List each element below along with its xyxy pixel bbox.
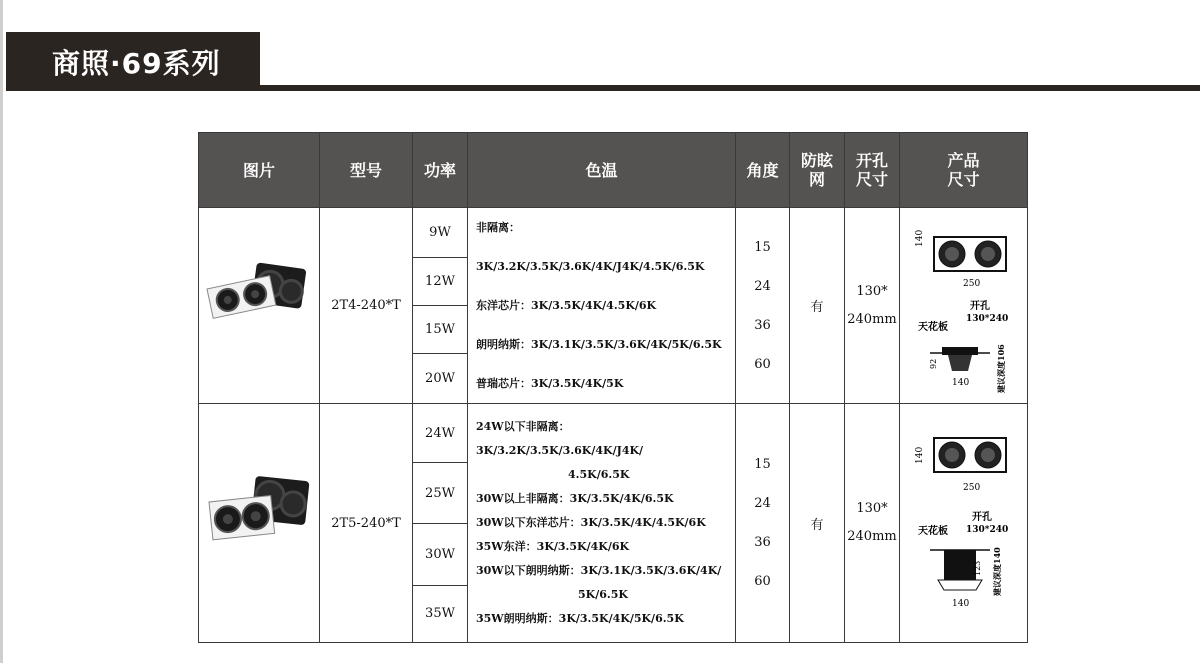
header-anti-glare: 防眩 网	[790, 133, 845, 208]
header-color-temp: 色温	[468, 133, 736, 208]
power-cell: 24W	[413, 404, 468, 463]
color-temp-line: 东洋芯片：3K/3.5K/4K/4.5K/6K	[476, 299, 657, 312]
svg-text:250: 250	[963, 483, 981, 493]
svg-text:130*240: 130*240	[966, 525, 1009, 535]
angle-cell: 15 24 36 60	[736, 404, 790, 643]
power-cell: 9W	[413, 208, 468, 258]
cutout-cell: 130* 240mm	[845, 404, 900, 643]
color-temp-cell	[468, 404, 736, 643]
svg-text:123: 123	[973, 560, 982, 576]
color-temp-line: 4.5K/6.5K	[568, 468, 630, 481]
power-cell: 35W	[413, 585, 468, 642]
svg-text:开孔: 开孔	[970, 300, 990, 312]
svg-text:建议深度106: 建议深度106	[996, 343, 1006, 393]
power-cell: 30W	[413, 524, 468, 585]
model-cell: 2T5-240*T	[320, 404, 413, 643]
color-temp-line: 普瑞芯片：3K/3.5K/4K/5K	[476, 377, 624, 390]
anti-glare-cell: 有	[790, 208, 845, 404]
dimension-drawing-2t5	[900, 404, 1028, 643]
header-angle: 角度	[736, 133, 790, 208]
table-row	[199, 208, 1028, 258]
model-cell: 2T4-240*T	[320, 208, 413, 404]
power-cell: 12W	[413, 257, 468, 305]
svg-text:92: 92	[929, 358, 938, 369]
header-cutout: 开孔 尺寸	[845, 133, 900, 208]
color-temp-line: 30W以上非隔离：3K/3.5K/4K/6.5K	[476, 492, 674, 505]
svg-text:140: 140	[952, 599, 970, 609]
header-model: 型号	[320, 133, 413, 208]
color-temp-line: 24W以下非隔离：3K/3.2K/3.5K/3.6K/4K/J4K/	[476, 420, 644, 457]
header-power: 功率	[413, 133, 468, 208]
anti-glare-cell: 有	[790, 404, 845, 643]
header-picture: 图片	[199, 133, 320, 208]
color-temp-line: 5K/6.5K	[578, 588, 628, 601]
power-cell: 20W	[413, 354, 468, 404]
svg-text:天花板: 天花板	[918, 321, 948, 333]
svg-text:140: 140	[915, 229, 925, 247]
svg-text:140: 140	[915, 446, 925, 464]
table-row	[199, 404, 1028, 463]
product-image-2t4	[199, 208, 320, 404]
dimension-drawing-2t4	[900, 208, 1028, 404]
color-temp-line: 30W以下东洋芯片：3K/3.5K/4K/4.5K/6K	[476, 516, 706, 529]
svg-text:250: 250	[963, 278, 981, 289]
color-temp-line: 非隔离：3K/3.2K/3.5K/3.6K/4K/J4K/4.5K/6.5K	[476, 221, 705, 273]
page-title: 商照·69系列	[6, 32, 260, 91]
color-temp-line: 35W东洋：3K/3.5K/4K/6K	[476, 540, 630, 553]
header-product-size: 产品 尺寸	[900, 133, 1028, 208]
page-edge	[0, 0, 3, 663]
spec-table	[198, 132, 1028, 643]
svg-text:开孔: 开孔	[972, 512, 992, 523]
color-temp-line: 朗明纳斯：3K/3.1K/3.5K/3.6K/4K/5K/6.5K	[476, 338, 722, 351]
power-cell: 15W	[413, 305, 468, 353]
color-temp-cell	[468, 208, 736, 404]
power-cell: 25W	[413, 463, 468, 524]
color-temp-line: 35W朗明纳斯：3K/3.5K/4K/5K/6.5K	[476, 612, 684, 625]
table-header-row	[199, 133, 1028, 208]
svg-text:天花板: 天花板	[918, 526, 948, 537]
svg-text:130*240: 130*240	[966, 313, 1009, 324]
color-temp-line: 30W以下朗明纳斯：3K/3.1K/3.5K/3.6K/4K/	[476, 564, 722, 577]
angle-cell: 15 24 36 60	[736, 208, 790, 404]
cutout-cell: 130* 240mm	[845, 208, 900, 404]
product-image-2t5	[199, 404, 320, 643]
svg-text:140: 140	[952, 377, 970, 388]
svg-text:建议深度140: 建议深度140	[992, 547, 1002, 596]
